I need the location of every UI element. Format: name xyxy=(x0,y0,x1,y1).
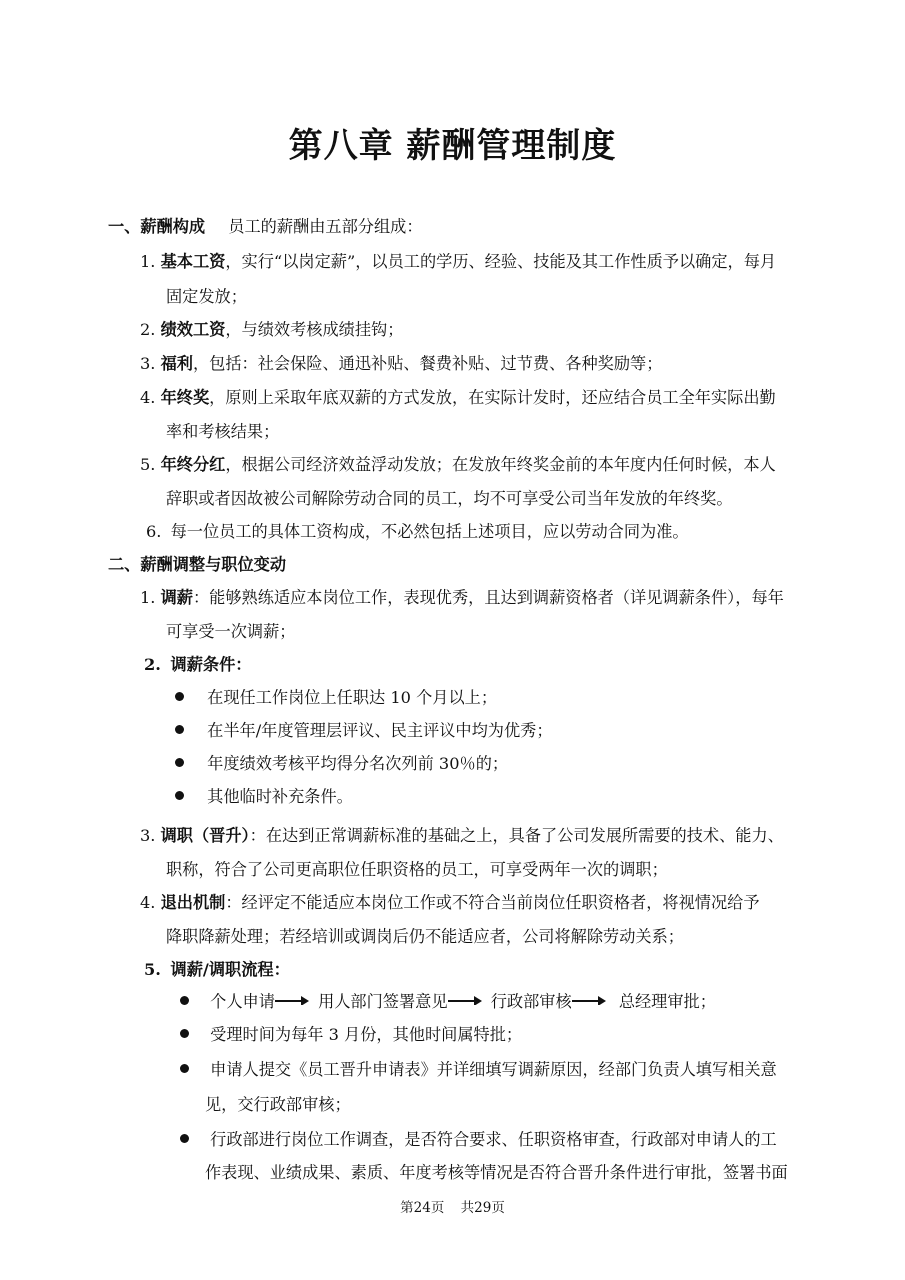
bullet-dot-icon xyxy=(180,1064,189,1073)
list-item: 6. 每一位员工的具体工资构成，不必然包括上述项目，应以劳动合同为准。 xyxy=(146,522,689,541)
list-item-cont: 职称，符合了公司更高职位任职资格的员工，可享受两年一次的调职； xyxy=(166,860,668,879)
item-bold-term: 退出机制 xyxy=(160,893,226,912)
item-bold-term: 调薪/调职流程： xyxy=(170,960,290,979)
list-item-cont: 可享受一次调薪； xyxy=(166,622,296,641)
list-item: 1. 调薪：能够熟练适应本岗位工作，表现优秀，且达到调薪资格者（详见调薪条件），每年 xyxy=(140,588,784,607)
bullet-item: 在半年/年度管理层评议、民主评议中均为优秀； xyxy=(175,719,553,743)
page-number: 第24页 xyxy=(400,1200,445,1216)
flow-step: 总经理审批； xyxy=(618,992,716,1011)
bullet-dot-icon xyxy=(175,725,184,734)
item-bold-term: 年终奖 xyxy=(160,388,210,407)
section-2-heading: 二、薪酬调整与职位变动 xyxy=(108,555,287,574)
arrow-right-icon xyxy=(572,991,606,1005)
bullet-item: 年度绩效考核平均得分名次列前 30％的； xyxy=(175,752,508,776)
bullet-dot-icon xyxy=(180,1134,189,1143)
item-bold-term: 绩效工资 xyxy=(160,320,226,339)
item-bold-term: 基本工资 xyxy=(160,252,226,271)
bullet-dot-icon xyxy=(180,996,189,1005)
page-title: 第八章 薪酬管理制度 xyxy=(288,126,617,166)
list-item: 3. 福利，包括：社会保险、通迅补贴、餐费补贴、过节费、各种奖励等； xyxy=(140,354,663,373)
bullet-item: 受理时间为每年 3 月份，其他时间属特批； xyxy=(180,1023,522,1047)
bullet-item: 其他临时补充条件。 xyxy=(175,785,353,809)
bullet-item-cont: 见，交行政部审核； xyxy=(205,1095,351,1114)
flow-step: 个人申请 xyxy=(210,992,275,1011)
bullet-dot-icon xyxy=(175,692,184,701)
list-item: 5. 年终分红，根据公司经济效益浮动发放；在发放年终奖金前的本年度内任何时候，本人 xyxy=(140,455,776,474)
section-1-heading: 一、薪酬构成 xyxy=(108,217,206,236)
bullet-item: 行政部进行岗位工作调查，是否符合要求、任职资格审查，行政部对申请人的工 xyxy=(180,1128,777,1152)
list-item-cont: 辞职或者因故被公司解除劳动合同的员工，均不可享受公司当年发放的年终奖。 xyxy=(166,489,733,508)
list-item: 1. 基本工资，实行“以岗定薪”，以员工的学历、经验、技能及其工作性质予以确定，每月 xyxy=(140,252,777,271)
list-item: 5. 调薪/调职流程： xyxy=(144,960,290,979)
item-bold-term: 福利 xyxy=(160,354,193,373)
list-item: 2. 调薪条件： xyxy=(144,655,252,674)
bullet-dot-icon xyxy=(180,1029,189,1038)
list-item-cont: 率和考核结果； xyxy=(166,422,280,441)
list-item-cont: 降职降薪处理；若经培训或调岗后仍不能适应者，公司将解除劳动关系； xyxy=(166,927,684,946)
bullet-item: 在现任工作岗位上任职达 10 个月以上； xyxy=(175,686,497,710)
bullet-item-cont: 作表现、业绩成果、素质、年度考核等情况是否符合晋升条件进行审批，签署书面 xyxy=(205,1163,788,1182)
item-bold-term: 调职（晋升） xyxy=(160,826,250,845)
page-footer xyxy=(0,1196,905,1216)
list-item: 3. 调职（晋升）：在达到正常调薪标准的基础之上，具备了公司发展所需要的技术、能力、 xyxy=(140,826,784,845)
list-item: 4. 年终奖，原则上采取年底双薪的方式发放，在实际计发时，还应结合员工全年实际出勤 xyxy=(140,388,776,407)
arrow-right-icon xyxy=(275,991,309,1005)
list-item: 4. 退出机制：经评定不能适应本岗位工作或不符合当前岗位任职资格者，将视情况给予 xyxy=(140,893,760,912)
item-bold-term: 调薪条件： xyxy=(170,655,252,674)
flow-bullet-item xyxy=(180,990,716,1014)
list-item: 2. 绩效工资，与绩效考核成绩挂钩； xyxy=(140,320,404,339)
arrow-right-icon xyxy=(448,991,482,1005)
item-bold-term: 年终分红 xyxy=(160,455,226,474)
section-1-intro: 员工的薪酬由五部分组成： xyxy=(228,217,423,236)
page-total: 共29页 xyxy=(460,1200,505,1216)
bullet-item: 申请人提交《员工晋升申请表》并详细填写调薪原因，经部门负责人填写相关意 xyxy=(180,1058,777,1082)
bullet-dot-icon xyxy=(175,791,184,800)
list-item-cont: 固定发放； xyxy=(166,287,247,306)
flow-step: 行政部审核 xyxy=(490,992,572,1011)
section-1-line xyxy=(108,215,423,239)
bullet-dot-icon xyxy=(175,758,184,767)
flow-step: 用人部门签署意见 xyxy=(318,992,448,1011)
item-bold-term: 调薪 xyxy=(160,588,193,607)
